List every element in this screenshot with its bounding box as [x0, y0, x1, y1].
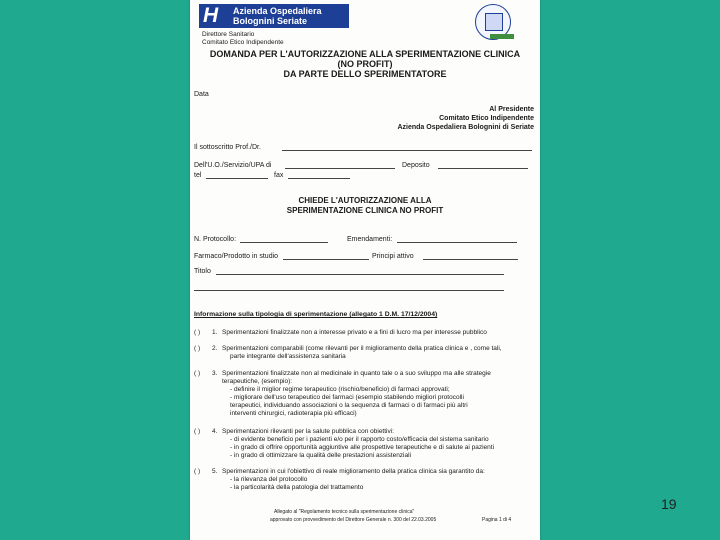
item-1-line-1: Sperimentazioni finalizzate non a interesse privato e a fini di lucro ma per interesse pubblico — [222, 329, 487, 336]
doc-title-1: DOMANDA PER L'AUTORIZZAZIONE ALLA SPERIMENTAZIONE CLINICA — [209, 49, 521, 59]
tel-field — [206, 178, 268, 179]
committee-line-1: Direttore Sanitario — [202, 31, 255, 38]
item-3-line-4: - migliorare dell'uso terapeutico dei farmaci (esempio stabilendo migliori protocolli — [230, 394, 464, 401]
item-2-line-2: parte integrante dell'assistenza sanitaria — [230, 353, 346, 360]
fax-field — [288, 178, 350, 179]
item-4-line-4: - in grado di ottimizzare la qualità delle prestazioni assistenziali — [230, 452, 412, 459]
item-2-line-1: Sperimentazioni comparabili (come rilevanti per il miglioramento della pratica clinica e , come tali, — [222, 345, 502, 352]
checkbox-2[interactable]: ( ) — [194, 345, 201, 352]
item-3-line-3: - definire il miglior regime terapeutico (rischio/beneficio) di farmaci approvati; — [230, 386, 450, 393]
protocollo-field — [240, 242, 328, 243]
addressee-1: Al Presidente — [489, 106, 534, 113]
checkbox-1[interactable]: ( ) — [194, 329, 201, 336]
item-1-num: 1. — [212, 329, 218, 336]
item-3-line-1: Sperimentazioni finalizzate non al medicinale in quanto tale o a suo sviluppo ma alle strategie — [222, 370, 491, 377]
tel-label: tel — [194, 172, 202, 179]
data-label: Data — [194, 91, 209, 98]
uo-field — [285, 168, 395, 169]
item-4-line-1: Sperimentazioni rilevanti per la salute pubblica con obiettivi: — [222, 428, 394, 435]
titolo-label: Titolo — [194, 268, 211, 275]
item-4-line-3: - in grado di offrire opportunità aggiuntive alle prospettive terapeutiche e di salute ai pazienti — [230, 444, 495, 451]
checkbox-5[interactable]: ( ) — [194, 468, 201, 475]
emendamenti-label: Emendamenti: — [347, 236, 393, 243]
item-2-num: 2. — [212, 345, 218, 352]
footer-line-2: approvato con provvedimento del Direttore Generale n. 300 del 22.03.2005 — [270, 517, 437, 523]
item-4-num: 4. — [212, 428, 218, 435]
info-heading: Informazione sulla tipologia di sperimentazione (allegato 1 D.M. 17/12/2004) — [194, 311, 438, 318]
item-3-line-6: interventi chirurgici, radioterapia più efficaci) — [230, 410, 357, 417]
item-5-num: 5. — [212, 468, 218, 475]
protocollo-label: N. Protocollo: — [194, 236, 237, 243]
fax-label: fax — [274, 172, 284, 179]
principio-field — [423, 259, 518, 260]
titolo-field-2 — [194, 290, 504, 291]
footer-line-1: Allegato al "Regolamento tecnico sulla sperimentazione clinica" — [274, 509, 415, 515]
logo-text-1: Azienda Ospedaliera — [233, 6, 322, 16]
slide-number: 19 — [661, 496, 677, 512]
footer-page: Pagina 1 di 4 — [482, 517, 512, 523]
deposito-label: Deposito — [402, 162, 430, 169]
chiede-heading-1: CHIEDE L'AUTORIZZAZIONE ALLA — [298, 196, 432, 205]
checkbox-4[interactable]: ( ) — [194, 428, 201, 435]
doc-title-3: DA PARTE DELLO SPERIMENTATORE — [283, 69, 447, 79]
committee-line-2: Comitato Etico Indipendente — [202, 39, 284, 46]
farmaco-field — [283, 259, 369, 260]
checkbox-3[interactable]: ( ) — [194, 370, 201, 377]
sottoscritto-field — [282, 150, 532, 151]
deposito-field — [438, 168, 528, 169]
addressee-3: Azienda Ospedaliera Bolognini di Seriate — [397, 124, 534, 131]
item-3-line-2: terapeutiche, (esempio): — [222, 378, 293, 385]
item-5-line-3: - la particolarità della patologia del trattamento — [230, 484, 364, 491]
chiede-heading-2: SPERIMENTAZIONE CLINICA NO PROFIT — [286, 206, 444, 215]
titolo-field — [216, 274, 504, 275]
seal-ribbon-icon — [490, 34, 514, 39]
document-page — [190, 0, 540, 540]
hospital-logo — [199, 4, 349, 28]
item-5-line-2: - la rilevanza del protocollo — [230, 476, 308, 483]
item-3-line-5: terapeutici, individuando associazioni o la sequenza di farmaci o di farmaci più altri — [230, 402, 468, 409]
item-4-line-2: - di evidente beneficio per i pazienti e/o per il rapporto costo/efficacia del sistema sanitario — [230, 436, 489, 443]
item-3-num: 3. — [212, 370, 218, 377]
logo-text-2: Bolognini Seriate — [233, 16, 308, 26]
farmaco-label: Farmaco/Prodotto in studio — [194, 253, 279, 260]
sottoscritto-label: Il sottoscritto Prof./Dr. — [194, 144, 261, 151]
doc-title-2: (NO PROFIT) — [337, 59, 393, 69]
addressee-2: Comitato Etico Indipendente — [439, 115, 534, 122]
logo-h-mark: H — [203, 4, 219, 27]
principio-label: Principi attivo — [372, 253, 414, 260]
uo-label: Dell'U.O./Servizio/UPA di — [194, 162, 272, 169]
emendamenti-field — [397, 242, 517, 243]
item-5-line-1: Sperimentazioni in cui l'obiettivo di reale miglioramento della pratica clinica sia garantito da: — [222, 468, 485, 475]
